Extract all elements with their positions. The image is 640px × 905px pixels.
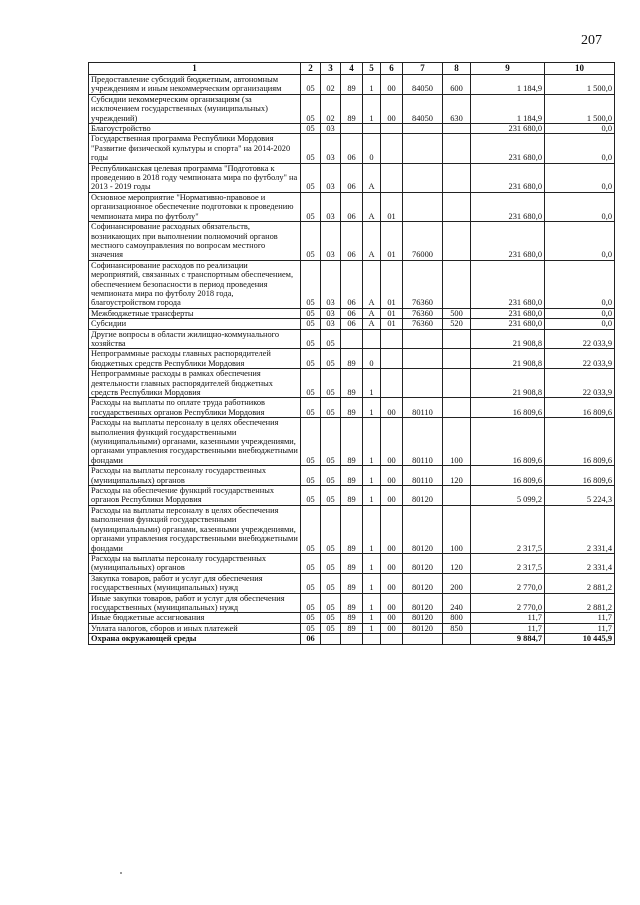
code-cell-3: 05 [321, 553, 341, 573]
code-cell-5: А [363, 222, 381, 261]
value-cell-10: 16 809,6 [545, 466, 615, 486]
code-cell-6: 01 [381, 319, 403, 329]
code-cell-2: 05 [301, 308, 321, 318]
code-cell-6: 00 [381, 75, 403, 95]
column-header: 7 [403, 63, 443, 75]
value-cell-10: 2 881,2 [545, 593, 615, 613]
code-cell-5 [363, 329, 381, 349]
table-row [89, 593, 615, 613]
value-cell-9: 2 770,0 [471, 573, 545, 593]
row-name-cell: Предоставление субсидий бюджетным, автономным учреждениям и иным некоммерческим организациям [89, 75, 301, 95]
value-cell-10: 11,7 [545, 613, 615, 623]
code-cell-7 [403, 192, 443, 221]
table-row [89, 192, 615, 221]
code-cell-2: 05 [301, 134, 321, 163]
code-cell-8: 120 [443, 553, 471, 573]
code-cell-4: 06 [341, 134, 363, 163]
value-cell-9: 16 809,6 [471, 398, 545, 418]
code-cell-6: 00 [381, 613, 403, 623]
value-cell-9: 2 317,5 [471, 505, 545, 553]
value-cell-10: 22 033,9 [545, 329, 615, 349]
table-row [89, 75, 615, 95]
code-cell-4: 06 [341, 163, 363, 192]
code-cell-3: 03 [321, 163, 341, 192]
table-row [89, 134, 615, 163]
column-header: 3 [321, 63, 341, 75]
code-cell-7: 76360 [403, 260, 443, 308]
value-cell-10: 0,0 [545, 319, 615, 329]
code-cell-5 [363, 124, 381, 134]
code-cell-7: 80120 [403, 486, 443, 506]
code-cell-7 [403, 163, 443, 192]
code-cell-6 [381, 163, 403, 192]
code-cell-3: 05 [321, 466, 341, 486]
code-cell-7 [403, 329, 443, 349]
code-cell-5: 0 [363, 349, 381, 369]
code-cell-5: 1 [363, 418, 381, 466]
code-cell-2: 05 [301, 260, 321, 308]
code-cell-6: 00 [381, 593, 403, 613]
table-row [89, 634, 615, 644]
code-cell-6: 01 [381, 260, 403, 308]
code-cell-4: 89 [341, 369, 363, 398]
table-row [89, 553, 615, 573]
code-cell-5: 1 [363, 613, 381, 623]
code-cell-2: 05 [301, 553, 321, 573]
table-row [89, 260, 615, 308]
code-cell-3: 05 [321, 398, 341, 418]
value-cell-10: 2 881,2 [545, 573, 615, 593]
value-cell-9: 231 680,0 [471, 124, 545, 134]
code-cell-4: 06 [341, 260, 363, 308]
code-cell-5: 1 [363, 593, 381, 613]
code-cell-2: 05 [301, 398, 321, 418]
value-cell-9: 231 680,0 [471, 134, 545, 163]
value-cell-9: 231 680,0 [471, 260, 545, 308]
code-cell-2: 05 [301, 505, 321, 553]
code-cell-4: 89 [341, 613, 363, 623]
code-cell-3: 03 [321, 319, 341, 329]
code-cell-7: 80110 [403, 398, 443, 418]
code-cell-8: 240 [443, 593, 471, 613]
row-name-cell: Субсидии [89, 319, 301, 329]
row-name-cell: Софинансирование расходов по реализации мероприятий, связанных с транспортным обеспечением, обеспечением безопасности в период проведения чемпионата мира по футболу 2018 года, благоустройством города [89, 260, 301, 308]
value-cell-10: 2 331,4 [545, 553, 615, 573]
table-row [89, 329, 615, 349]
value-cell-10: 1 500,0 [545, 75, 615, 95]
row-name-cell: Межбюджетные трансферты [89, 308, 301, 318]
code-cell-7: 84050 [403, 94, 443, 123]
code-cell-5: А [363, 260, 381, 308]
column-header: 10 [545, 63, 615, 75]
value-cell-9: 11,7 [471, 623, 545, 633]
code-cell-7: 80120 [403, 573, 443, 593]
code-cell-3: 02 [321, 75, 341, 95]
code-cell-4: 89 [341, 553, 363, 573]
value-cell-10: 22 033,9 [545, 349, 615, 369]
column-header: 1 [89, 63, 301, 75]
code-cell-6: 00 [381, 573, 403, 593]
table-row [89, 94, 615, 123]
code-cell-3: 05 [321, 623, 341, 633]
value-cell-10: 0,0 [545, 134, 615, 163]
code-cell-6: 01 [381, 222, 403, 261]
code-cell-5: А [363, 319, 381, 329]
code-cell-2: 05 [301, 192, 321, 221]
table-row [89, 319, 615, 329]
code-cell-7 [403, 634, 443, 644]
table-row [89, 505, 615, 553]
code-cell-2: 05 [301, 623, 321, 633]
code-cell-2: 05 [301, 369, 321, 398]
code-cell-7: 76000 [403, 222, 443, 261]
code-cell-2: 05 [301, 613, 321, 623]
row-name-cell: Государственная программа Республики Мордовия "Развитие физической культуры и спорта" на 2014-2020 годы [89, 134, 301, 163]
value-cell-9: 2 317,5 [471, 553, 545, 573]
row-name-cell: Иные закупки товаров, работ и услуг для обеспечения государственных (муниципальных) нужд [89, 593, 301, 613]
row-name-cell: Расходы на выплаты по оплате труда работников государственных органов Республики Мордовия [89, 398, 301, 418]
budget-table-sheet [88, 62, 615, 645]
value-cell-10: 11,7 [545, 623, 615, 633]
value-cell-9: 231 680,0 [471, 163, 545, 192]
code-cell-5: А [363, 192, 381, 221]
code-cell-3: 03 [321, 134, 341, 163]
code-cell-6 [381, 329, 403, 349]
value-cell-10: 5 224,3 [545, 486, 615, 506]
value-cell-10: 0,0 [545, 308, 615, 318]
table-row [89, 398, 615, 418]
code-cell-7: 80110 [403, 466, 443, 486]
code-cell-8 [443, 260, 471, 308]
table-row [89, 486, 615, 506]
code-cell-8: 850 [443, 623, 471, 633]
row-name-cell: Иные бюджетные ассигнования [89, 613, 301, 623]
column-header: 9 [471, 63, 545, 75]
table-row [89, 308, 615, 318]
code-cell-3: 03 [321, 192, 341, 221]
code-cell-5 [363, 634, 381, 644]
value-cell-9: 9 884,7 [471, 634, 545, 644]
value-cell-10: 0,0 [545, 124, 615, 134]
code-cell-6: 00 [381, 505, 403, 553]
code-cell-8: 100 [443, 505, 471, 553]
code-cell-3: 05 [321, 593, 341, 613]
code-cell-2: 05 [301, 163, 321, 192]
code-cell-5: 1 [363, 486, 381, 506]
code-cell-2: 06 [301, 634, 321, 644]
code-cell-3: 05 [321, 349, 341, 369]
code-cell-2: 05 [301, 94, 321, 123]
code-cell-8 [443, 124, 471, 134]
value-cell-9: 231 680,0 [471, 222, 545, 261]
table-row [89, 623, 615, 633]
value-cell-10: 16 809,6 [545, 398, 615, 418]
code-cell-3: 03 [321, 260, 341, 308]
value-cell-10: 0,0 [545, 260, 615, 308]
value-cell-9: 231 680,0 [471, 319, 545, 329]
code-cell-4: 06 [341, 319, 363, 329]
code-cell-3: 03 [321, 222, 341, 261]
value-cell-9: 1 184,9 [471, 75, 545, 95]
row-name-cell: Расходы на обеспечение функций государственных органов Республики Мордовия [89, 486, 301, 506]
code-cell-3: 05 [321, 573, 341, 593]
code-cell-8 [443, 349, 471, 369]
code-cell-4 [341, 124, 363, 134]
code-cell-7 [403, 369, 443, 398]
code-cell-5: 1 [363, 466, 381, 486]
code-cell-8: 120 [443, 466, 471, 486]
code-cell-6: 00 [381, 466, 403, 486]
row-name-cell: Охрана окружающей среды [89, 634, 301, 644]
code-cell-8: 520 [443, 319, 471, 329]
code-cell-6 [381, 349, 403, 369]
code-cell-4: 89 [341, 94, 363, 123]
code-cell-4: 89 [341, 418, 363, 466]
code-cell-5: 1 [363, 505, 381, 553]
code-cell-5: 1 [363, 553, 381, 573]
code-cell-4: 89 [341, 466, 363, 486]
code-cell-2: 05 [301, 418, 321, 466]
table-body [89, 75, 615, 645]
code-cell-8 [443, 134, 471, 163]
code-cell-6: 00 [381, 553, 403, 573]
row-name-cell: Расходы на выплаты персоналу государственных (муниципальных) органов [89, 466, 301, 486]
code-cell-7 [403, 349, 443, 369]
value-cell-10: 1 500,0 [545, 94, 615, 123]
code-cell-3: 05 [321, 613, 341, 623]
code-cell-8: 800 [443, 613, 471, 623]
code-cell-3: 05 [321, 369, 341, 398]
budget-table [88, 62, 615, 645]
row-name-cell: Уплата налогов, сборов и иных платежей [89, 623, 301, 633]
code-cell-8 [443, 486, 471, 506]
code-cell-3 [321, 634, 341, 644]
code-cell-6: 00 [381, 623, 403, 633]
row-name-cell: Республиканская целевая программа "Подготовка к проведению в 2018 году чемпионата мира по футболу" на 2013 - 2019 годы [89, 163, 301, 192]
code-cell-6 [381, 124, 403, 134]
code-cell-7: 80120 [403, 505, 443, 553]
page-number: 207 [581, 33, 602, 48]
value-cell-9: 231 680,0 [471, 308, 545, 318]
code-cell-6: 00 [381, 486, 403, 506]
code-cell-2: 05 [301, 486, 321, 506]
code-cell-7: 76360 [403, 319, 443, 329]
code-cell-7: 76360 [403, 308, 443, 318]
value-cell-9: 21 908,8 [471, 349, 545, 369]
value-cell-10: 0,0 [545, 163, 615, 192]
value-cell-10: 16 809,6 [545, 418, 615, 466]
code-cell-5: 0 [363, 134, 381, 163]
row-name-cell: Субсидии некоммерческим организациям (за исключением государственных (муниципальных) учреждений) [89, 94, 301, 123]
code-cell-4: 89 [341, 349, 363, 369]
code-cell-8: 100 [443, 418, 471, 466]
code-cell-5: 1 [363, 369, 381, 398]
code-cell-6: 01 [381, 308, 403, 318]
code-cell-3: 05 [321, 418, 341, 466]
row-name-cell: Софинансирование расходных обязательств, возникающих при выполнении полномочий органов местного самоуправления по вопросам местного значения [89, 222, 301, 261]
code-cell-4: 89 [341, 75, 363, 95]
value-cell-9: 16 809,6 [471, 466, 545, 486]
row-name-cell: Непрограммные расходы в рамках обеспечения деятельности главных распорядителей бюджетных средств Республики Мордовия [89, 369, 301, 398]
code-cell-2: 05 [301, 75, 321, 95]
column-header: 6 [381, 63, 403, 75]
code-cell-2: 05 [301, 329, 321, 349]
table-row [89, 466, 615, 486]
code-cell-8: 600 [443, 75, 471, 95]
value-cell-9: 5 099,2 [471, 486, 545, 506]
row-name-cell: Закупка товаров, работ и услуг для обеспечения государственных (муниципальных) нужд [89, 573, 301, 593]
code-cell-2: 05 [301, 124, 321, 134]
code-cell-8 [443, 192, 471, 221]
scan-speck [120, 872, 122, 874]
table-header-row [89, 63, 615, 75]
row-name-cell: Основное мероприятие "Нормативно-правовое и организационное обеспечение подготовки к проведению чемпионата мира по футболу" [89, 192, 301, 221]
value-cell-9: 231 680,0 [471, 192, 545, 221]
value-cell-10: 2 331,4 [545, 505, 615, 553]
value-cell-10: 10 445,9 [545, 634, 615, 644]
row-name-cell: Непрограммные расходы главных распорядителей бюджетных средств Республики Мордовия [89, 349, 301, 369]
code-cell-7: 80120 [403, 613, 443, 623]
table-row [89, 369, 615, 398]
code-cell-4: 06 [341, 308, 363, 318]
code-cell-5: 1 [363, 94, 381, 123]
row-name-cell: Расходы на выплаты персоналу в целях обеспечения выполнения функций государственными (муниципальными) органами, казенными учреждениями, органами управления государственными внебюджетными фондами [89, 505, 301, 553]
code-cell-4: 89 [341, 573, 363, 593]
code-cell-4: 89 [341, 398, 363, 418]
code-cell-6 [381, 634, 403, 644]
column-header: 5 [363, 63, 381, 75]
code-cell-2: 05 [301, 593, 321, 613]
code-cell-5: 1 [363, 398, 381, 418]
code-cell-8: 630 [443, 94, 471, 123]
code-cell-2: 05 [301, 222, 321, 261]
code-cell-6 [381, 134, 403, 163]
code-cell-4: 89 [341, 486, 363, 506]
table-row [89, 349, 615, 369]
code-cell-5: А [363, 163, 381, 192]
code-cell-7: 80120 [403, 593, 443, 613]
table-row [89, 163, 615, 192]
value-cell-9: 16 809,6 [471, 418, 545, 466]
code-cell-6 [381, 369, 403, 398]
value-cell-9: 2 770,0 [471, 593, 545, 613]
code-cell-2: 05 [301, 466, 321, 486]
code-cell-4: 89 [341, 505, 363, 553]
row-name-cell: Расходы на выплаты персоналу государственных (муниципальных) органов [89, 553, 301, 573]
code-cell-8 [443, 163, 471, 192]
row-name-cell: Другие вопросы в области жилищно-коммунального хозяйства [89, 329, 301, 349]
code-cell-5: 1 [363, 75, 381, 95]
table-row [89, 573, 615, 593]
code-cell-8: 500 [443, 308, 471, 318]
code-cell-8 [443, 329, 471, 349]
code-cell-8 [443, 398, 471, 418]
code-cell-2: 05 [301, 573, 321, 593]
value-cell-10: 0,0 [545, 222, 615, 261]
code-cell-7 [403, 134, 443, 163]
code-cell-6: 00 [381, 398, 403, 418]
code-cell-4: 89 [341, 623, 363, 633]
code-cell-6: 01 [381, 192, 403, 221]
code-cell-7: 80120 [403, 553, 443, 573]
code-cell-8 [443, 634, 471, 644]
code-cell-7 [403, 124, 443, 134]
column-header: 8 [443, 63, 471, 75]
code-cell-3: 03 [321, 308, 341, 318]
code-cell-3: 03 [321, 124, 341, 134]
value-cell-10: 0,0 [545, 192, 615, 221]
code-cell-2: 05 [301, 349, 321, 369]
code-cell-4: 89 [341, 593, 363, 613]
code-cell-6: 00 [381, 94, 403, 123]
code-cell-4: 06 [341, 192, 363, 221]
table-row [89, 124, 615, 134]
code-cell-4 [341, 634, 363, 644]
code-cell-3: 05 [321, 329, 341, 349]
column-header: 2 [301, 63, 321, 75]
code-cell-3: 02 [321, 94, 341, 123]
code-cell-5: 1 [363, 573, 381, 593]
code-cell-3: 05 [321, 505, 341, 553]
value-cell-9: 1 184,9 [471, 94, 545, 123]
code-cell-4: 06 [341, 222, 363, 261]
column-header: 4 [341, 63, 363, 75]
value-cell-9: 11,7 [471, 613, 545, 623]
table-row [89, 418, 615, 466]
code-cell-7: 84050 [403, 75, 443, 95]
value-cell-9: 21 908,8 [471, 329, 545, 349]
code-cell-2: 05 [301, 319, 321, 329]
code-cell-7: 80120 [403, 623, 443, 633]
row-name-cell: Благоустройство [89, 124, 301, 134]
table-row [89, 613, 615, 623]
value-cell-10: 22 033,9 [545, 369, 615, 398]
row-name-cell: Расходы на выплаты персоналу в целях обеспечения выполнения функций государственными (муниципальными) органами, казенными учреждениями, органами управления государственными внебюджетными фондами [89, 418, 301, 466]
code-cell-3: 05 [321, 486, 341, 506]
code-cell-5: А [363, 308, 381, 318]
code-cell-8 [443, 222, 471, 261]
code-cell-5: 1 [363, 623, 381, 633]
table-row [89, 222, 615, 261]
code-cell-8 [443, 369, 471, 398]
code-cell-7: 80110 [403, 418, 443, 466]
code-cell-6: 00 [381, 418, 403, 466]
value-cell-9: 21 908,8 [471, 369, 545, 398]
code-cell-8: 200 [443, 573, 471, 593]
code-cell-4 [341, 329, 363, 349]
